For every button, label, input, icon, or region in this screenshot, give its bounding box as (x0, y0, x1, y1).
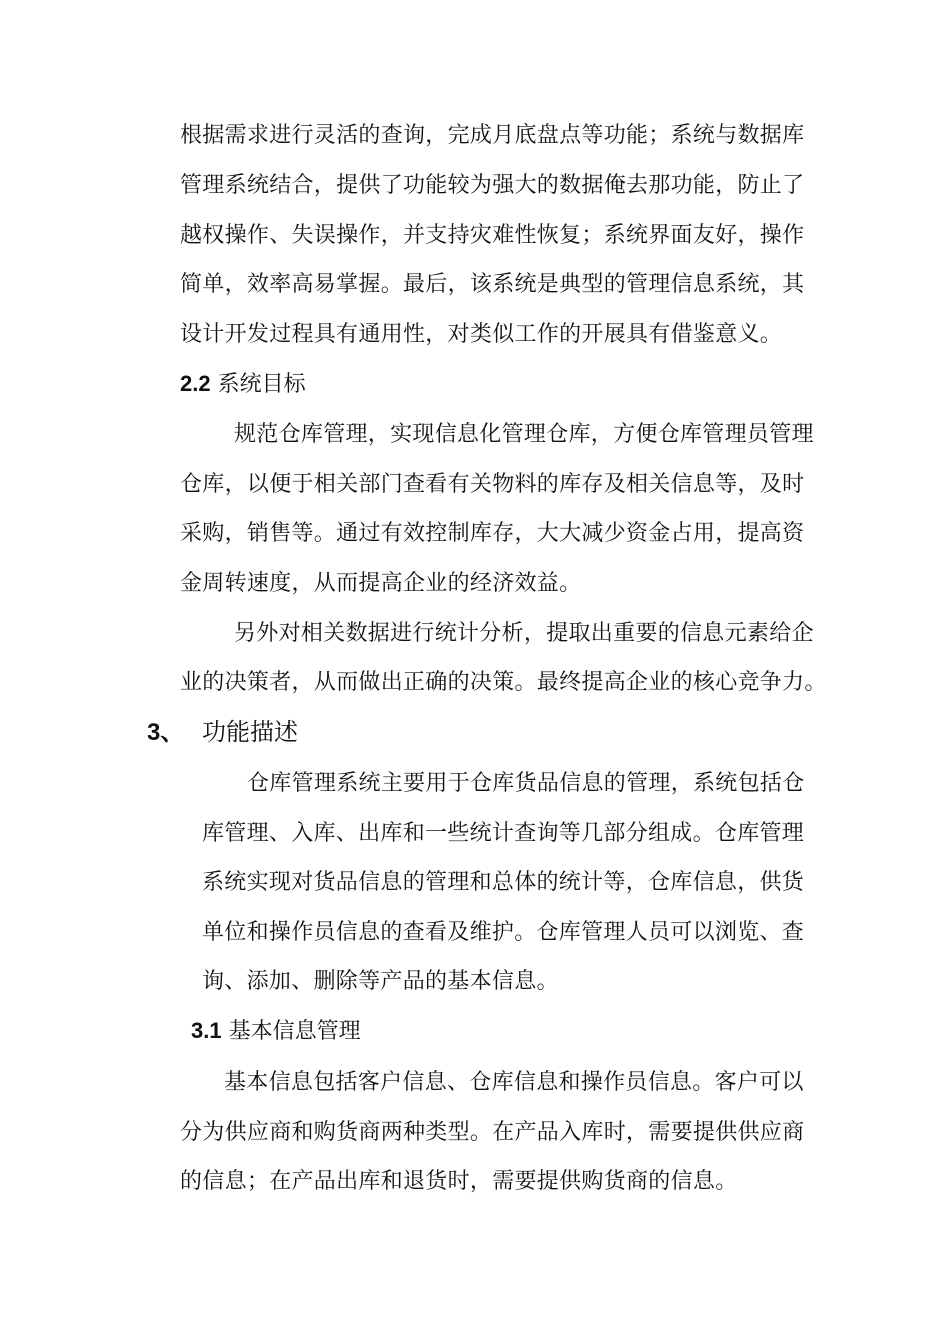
paragraph-line: 基本信息包括客户信息、仓库信息和操作员信息。客户可以 (224, 1070, 804, 1095)
paragraph-line: 规范仓库管理，实现信息化管理仓库，方便仓库管理员管理 (234, 422, 814, 447)
section-number: 3.1 (191, 1018, 222, 1043)
paragraph-line: 单位和操作员信息的查看及维护。仓库管理人员可以浏览、查 (202, 920, 805, 945)
paragraph-line: 管理系统结合，提供了功能较为强大的数据俺去那功能，防止了 (180, 173, 805, 198)
paragraph-line: 库管理、入库、出库和一些统计查询等几部分组成。仓库管理 (202, 821, 805, 846)
paragraph-line: 询、添加、删除等产品的基本信息。 (202, 969, 559, 994)
section-number: 2.2 (180, 371, 211, 396)
paragraph-line: 越权操作、失误操作，并支持灾难性恢复；系统界面友好，操作 (180, 223, 805, 248)
paragraph-line: 业的决策者，从而做出正确的决策。最终提高企业的核心竞争力。 (180, 670, 827, 695)
section-title: 功能描述 (202, 718, 298, 746)
section-heading-2-2 (180, 369, 306, 400)
section-title: 系统目标 (217, 372, 306, 397)
paragraph-line: 金周转速度，从而提高企业的经济效益。 (180, 571, 582, 596)
section-heading-3-1 (191, 1016, 361, 1047)
paragraph-line: 设计开发过程具有通用性，对类似工作的开展具有借鉴意义。 (180, 322, 783, 347)
paragraph-line: 根据需求进行灵活的查询，完成月底盘点等功能；系统与数据库 (180, 123, 805, 148)
paragraph-line: 仓库管理系统主要用于仓库货品信息的管理，系统包括仓 (247, 771, 805, 796)
paragraph-line: 的信息；在产品出库和退货时，需要提供购货商的信息。 (180, 1169, 738, 1194)
paragraph-line: 另外对相关数据进行统计分析，提取出重要的信息元素给企 (234, 621, 814, 646)
paragraph-line: 仓库，以便于相关部门查看有关物料的库存及相关信息等，及时 (180, 472, 805, 497)
paragraph-line: 简单，效率高易掌握。最后，该系统是典型的管理信息系统，其 (180, 272, 805, 297)
section-number: 3、 (147, 719, 185, 746)
paragraph-line: 系统实现对货品信息的管理和总体的统计等，仓库信息，供货 (202, 870, 805, 895)
paragraph-line: 分为供应商和购货商两种类型。在产品入库时，需要提供供应商 (180, 1120, 805, 1145)
paragraph-line: 采购，销售等。通过有效控制库存，大大减少资金占用，提高资 (180, 521, 805, 546)
section-heading-3 (147, 716, 184, 749)
section-title: 基本信息管理 (228, 1019, 361, 1044)
